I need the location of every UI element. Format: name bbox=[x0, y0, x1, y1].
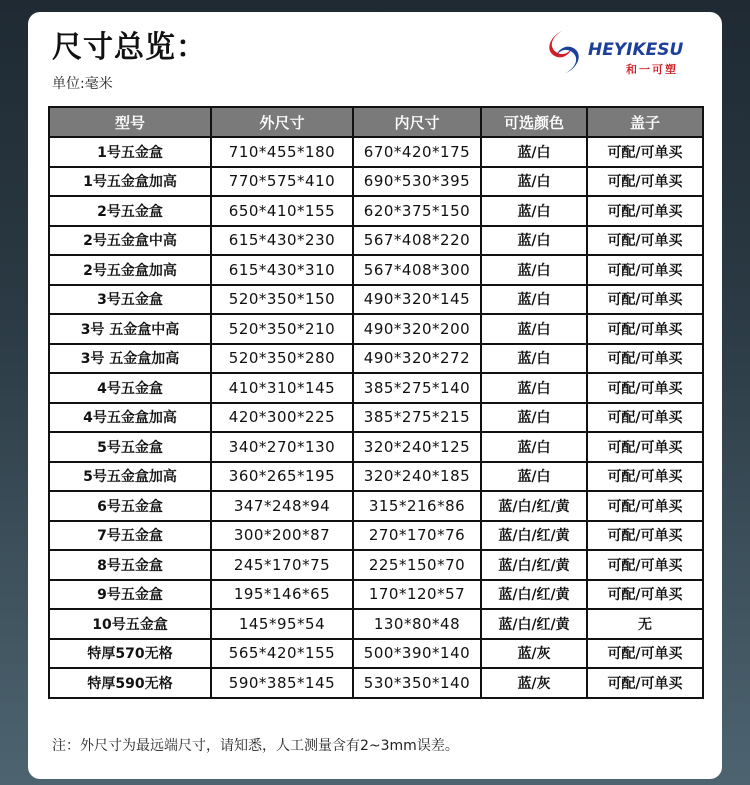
table-cell: 490*320*145 bbox=[354, 286, 480, 314]
table-cell: 3号 五金盒加高 bbox=[50, 345, 210, 373]
table-cell: 蓝/白 bbox=[482, 463, 586, 491]
table-row bbox=[50, 138, 702, 166]
table-cell: 蓝/白/红/黄 bbox=[482, 551, 586, 579]
table-cell: 蓝/灰 bbox=[482, 669, 586, 697]
table-cell: 6号五金盒 bbox=[50, 492, 210, 520]
column-header: 外尺寸 bbox=[212, 108, 352, 136]
table-cell: 蓝/白 bbox=[482, 404, 586, 432]
table-cell: 615*430*310 bbox=[212, 256, 352, 284]
table-cell: 385*275*140 bbox=[354, 374, 480, 402]
table-cell: 蓝/白 bbox=[482, 315, 586, 343]
table-cell: 可配/可单买 bbox=[588, 433, 702, 461]
table-row bbox=[50, 492, 702, 520]
table-row bbox=[50, 197, 702, 225]
table-header-row bbox=[50, 108, 702, 136]
table-cell: 620*375*150 bbox=[354, 197, 480, 225]
table-cell: 385*275*215 bbox=[354, 404, 480, 432]
column-header: 盖子 bbox=[588, 108, 702, 136]
table-cell: 360*265*195 bbox=[212, 463, 352, 491]
spec-table bbox=[48, 106, 704, 699]
table-cell: 蓝/白 bbox=[482, 138, 586, 166]
footer-note: 注：外尺寸为最远端尺寸，请知悉，人工测量含有2~3mm误差。 bbox=[52, 738, 459, 754]
table-cell: 2号五金盒加高 bbox=[50, 256, 210, 284]
table-cell: 可配/可单买 bbox=[588, 315, 702, 343]
table-cell: 567*408*300 bbox=[354, 256, 480, 284]
table-cell: 9号五金盒 bbox=[50, 581, 210, 609]
table-cell: 可配/可单买 bbox=[588, 286, 702, 314]
column-header: 可选颜色 bbox=[482, 108, 586, 136]
table-cell: 可配/可单买 bbox=[588, 551, 702, 579]
table-cell: 670*420*175 bbox=[354, 138, 480, 166]
table-cell: 520*350*280 bbox=[212, 345, 352, 373]
table-cell: 可配/可单买 bbox=[588, 404, 702, 432]
table-cell: 无 bbox=[588, 610, 702, 638]
table-body bbox=[50, 138, 702, 697]
table-cell: 可配/可单买 bbox=[588, 581, 702, 609]
table-cell: 490*320*200 bbox=[354, 315, 480, 343]
table-cell: 可配/可单买 bbox=[588, 138, 702, 166]
table-cell: 可配/可单买 bbox=[588, 374, 702, 402]
table-row bbox=[50, 315, 702, 343]
table-cell: 2号五金盒中高 bbox=[50, 227, 210, 255]
table-cell: 520*350*150 bbox=[212, 286, 352, 314]
table-cell: 4号五金盒加高 bbox=[50, 404, 210, 432]
spec-card bbox=[28, 12, 722, 779]
table-cell: 1号五金盒 bbox=[50, 138, 210, 166]
table-cell: 195*146*65 bbox=[212, 581, 352, 609]
table-cell: 1号五金盒加高 bbox=[50, 168, 210, 196]
table-row bbox=[50, 463, 702, 491]
table-cell: 10号五金盒 bbox=[50, 610, 210, 638]
column-header: 内尺寸 bbox=[354, 108, 480, 136]
table-cell: 可配/可单买 bbox=[588, 640, 702, 668]
table-cell: 蓝/白 bbox=[482, 345, 586, 373]
table-cell: 615*430*230 bbox=[212, 227, 352, 255]
table-cell: 245*170*75 bbox=[212, 551, 352, 579]
table-row bbox=[50, 168, 702, 196]
table-cell: 340*270*130 bbox=[212, 433, 352, 461]
brand-name-en: HEYIKESU bbox=[588, 40, 684, 60]
table-cell: 565*420*155 bbox=[212, 640, 352, 668]
table-cell: 420*300*225 bbox=[212, 404, 352, 432]
table-row bbox=[50, 256, 702, 284]
unit-label: 单位:毫米 bbox=[52, 76, 113, 92]
table-cell: 3号五金盒 bbox=[50, 286, 210, 314]
table-row bbox=[50, 227, 702, 255]
table-cell: 7号五金盒 bbox=[50, 522, 210, 550]
table-cell: 8号五金盒 bbox=[50, 551, 210, 579]
table-cell: 3号 五金盒中高 bbox=[50, 315, 210, 343]
table-row bbox=[50, 551, 702, 579]
table-cell: 5号五金盒加高 bbox=[50, 463, 210, 491]
table-cell: 可配/可单买 bbox=[588, 168, 702, 196]
table-row bbox=[50, 374, 702, 402]
table-row bbox=[50, 581, 702, 609]
table-cell: 710*455*180 bbox=[212, 138, 352, 166]
table-cell: 蓝/白/红/黄 bbox=[482, 522, 586, 550]
table-cell: 4号五金盒 bbox=[50, 374, 210, 402]
table-cell: 可配/可单买 bbox=[588, 463, 702, 491]
table-cell: 可配/可单买 bbox=[588, 669, 702, 697]
table-cell: 可配/可单买 bbox=[588, 522, 702, 550]
brand-logo bbox=[542, 28, 712, 78]
table-cell: 770*575*410 bbox=[212, 168, 352, 196]
table-cell: 320*240*125 bbox=[354, 433, 480, 461]
table-cell: 蓝/白 bbox=[482, 374, 586, 402]
table-row bbox=[50, 610, 702, 638]
table-cell: 可配/可单买 bbox=[588, 256, 702, 284]
table-cell: 蓝/白 bbox=[482, 433, 586, 461]
table-row bbox=[50, 404, 702, 432]
table-cell: 蓝/白/红/黄 bbox=[482, 610, 586, 638]
table-cell: 270*170*76 bbox=[354, 522, 480, 550]
table-cell: 可配/可单买 bbox=[588, 197, 702, 225]
table-cell: 500*390*140 bbox=[354, 640, 480, 668]
table-cell: 蓝/灰 bbox=[482, 640, 586, 668]
table-cell: 蓝/白/红/黄 bbox=[482, 492, 586, 520]
table-cell: 650*410*155 bbox=[212, 197, 352, 225]
table-cell: 520*350*210 bbox=[212, 315, 352, 343]
table-row bbox=[50, 640, 702, 668]
table-cell: 蓝/白 bbox=[482, 227, 586, 255]
table-cell: 490*320*272 bbox=[354, 345, 480, 373]
page-title: 尺寸总览： bbox=[52, 30, 207, 65]
table-cell: 特厚590无格 bbox=[50, 669, 210, 697]
table-row bbox=[50, 286, 702, 314]
table-row bbox=[50, 345, 702, 373]
table-cell: 蓝/白 bbox=[482, 286, 586, 314]
table-row bbox=[50, 433, 702, 461]
table-row bbox=[50, 522, 702, 550]
table-cell: 225*150*70 bbox=[354, 551, 480, 579]
table-cell: 410*310*145 bbox=[212, 374, 352, 402]
table-cell: 蓝/白 bbox=[482, 168, 586, 196]
table-cell: 320*240*185 bbox=[354, 463, 480, 491]
table-cell: 590*385*145 bbox=[212, 669, 352, 697]
table-cell: 5号五金盒 bbox=[50, 433, 210, 461]
table-cell: 130*80*48 bbox=[354, 610, 480, 638]
table-cell: 530*350*140 bbox=[354, 669, 480, 697]
brand-name-cn: 和一可塑 bbox=[626, 63, 678, 76]
table-cell: 蓝/白 bbox=[482, 197, 586, 225]
table-cell: 蓝/白 bbox=[482, 256, 586, 284]
table-cell: 347*248*94 bbox=[212, 492, 352, 520]
table-cell: 可配/可单买 bbox=[588, 492, 702, 520]
table-cell: 690*530*395 bbox=[354, 168, 480, 196]
table-cell: 145*95*54 bbox=[212, 610, 352, 638]
column-header: 型号 bbox=[50, 108, 210, 136]
table-cell: 可配/可单买 bbox=[588, 345, 702, 373]
table-cell: 蓝/白/红/黄 bbox=[482, 581, 586, 609]
table-cell: 2号五金盒 bbox=[50, 197, 210, 225]
table-row bbox=[50, 669, 702, 697]
table-cell: 567*408*220 bbox=[354, 227, 480, 255]
table-cell: 特厚570无格 bbox=[50, 640, 210, 668]
table-cell: 315*216*86 bbox=[354, 492, 480, 520]
table-cell: 300*200*87 bbox=[212, 522, 352, 550]
table-cell: 170*120*57 bbox=[354, 581, 480, 609]
table-cell: 可配/可单买 bbox=[588, 227, 702, 255]
logo-mark-icon bbox=[542, 28, 586, 76]
